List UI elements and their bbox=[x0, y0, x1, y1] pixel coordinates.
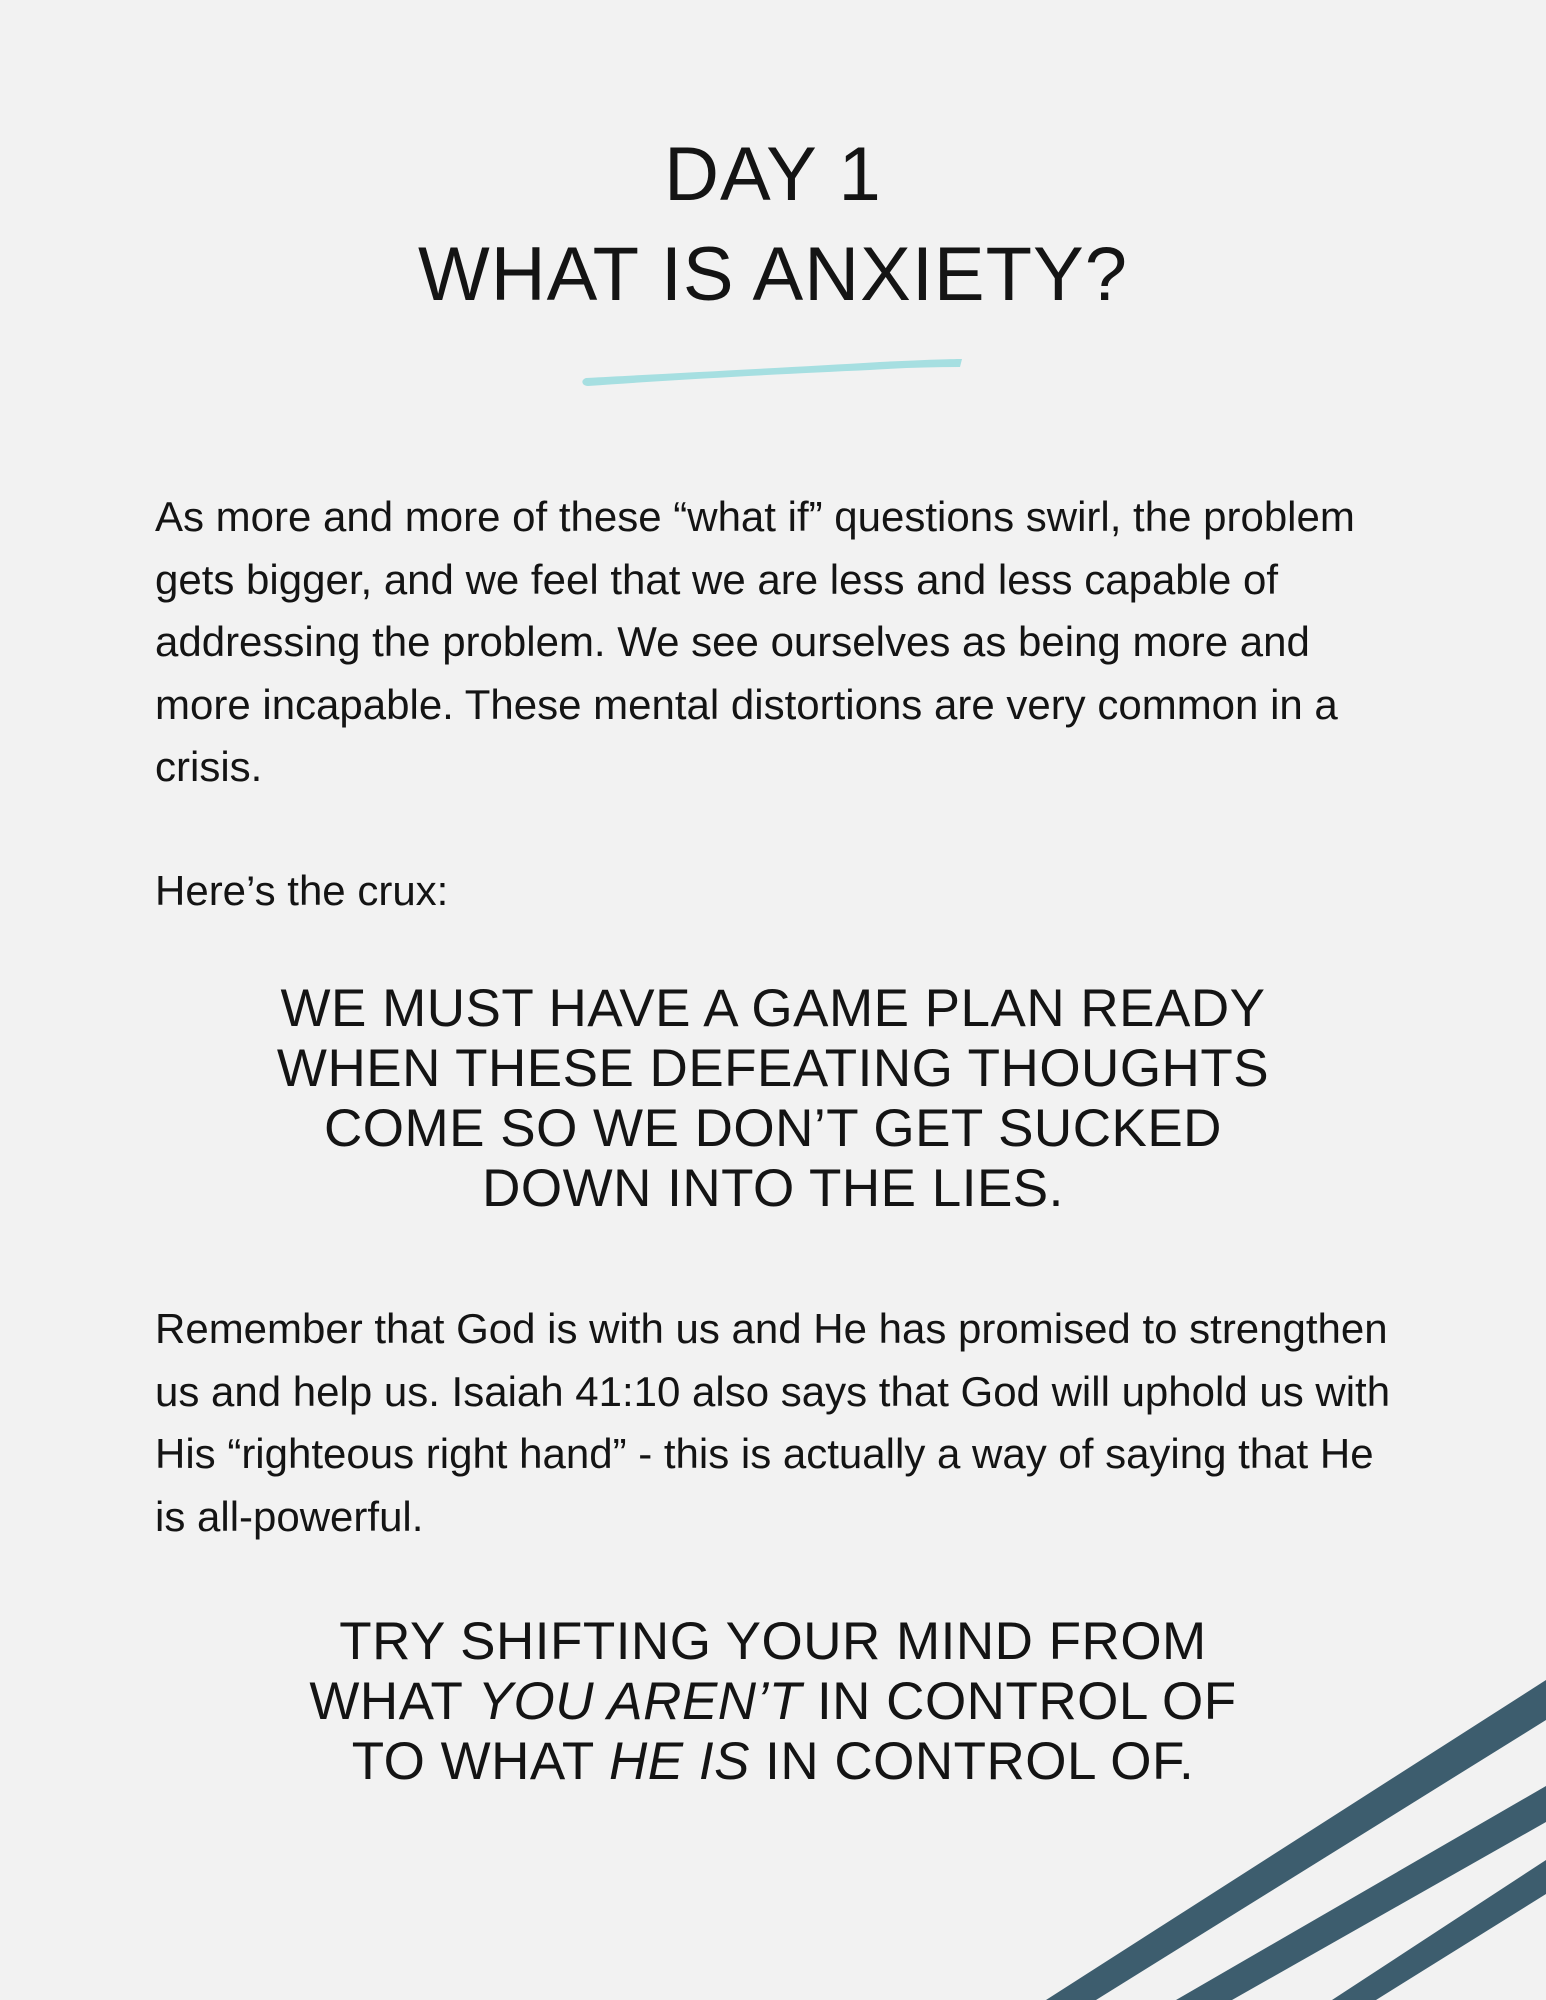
callout-line: WHEN THESE DEFEATING THOUGHTS bbox=[276, 1039, 1270, 1098]
callout-game-plan bbox=[0, 979, 1546, 1219]
callout-emphasis: HE IS bbox=[609, 1732, 750, 1791]
paragraph-intro: As more and more of these “what if” questions swirl, the problem gets bigger, and we feel that we are less and less capable of addressing the problem. We see ourselves as being more and more incapable. These mental distortions are very common in a crisis. bbox=[155, 493, 1355, 790]
callout-line: DOWN INTO THE LIES. bbox=[482, 1159, 1064, 1218]
callout-emphasis: YOU AREN’T bbox=[477, 1672, 802, 1731]
paragraph-crux: Here’s the crux: bbox=[155, 867, 449, 914]
paragraph-remember: Remember that God is with us and He has promised to strengthen us and help us. Isaiah 41:10 also says that God will uphold us with His “righteous right hand” - this is actually a way of saying that He is all-powerful. bbox=[155, 1305, 1391, 1540]
day-label: DAY 1 bbox=[664, 132, 882, 217]
callout-text: WHAT bbox=[309, 1672, 478, 1731]
callout-text: IN CONTROL OF. bbox=[749, 1732, 1195, 1791]
brush-underline bbox=[580, 350, 966, 390]
callout-text: TO WHAT bbox=[351, 1732, 609, 1791]
corner-stripes-decoration bbox=[1046, 1640, 1546, 2000]
page-title: WHAT IS ANXIETY? bbox=[417, 232, 1129, 317]
callout-line: WE MUST HAVE A GAME PLAN READY bbox=[280, 979, 1266, 1038]
callout-line: TRY SHIFTING YOUR MIND FROM bbox=[339, 1612, 1207, 1671]
callout-line: COME SO WE DON’T GET SUCKED bbox=[324, 1099, 1222, 1158]
callout-text: IN CONTROL OF bbox=[801, 1672, 1237, 1731]
